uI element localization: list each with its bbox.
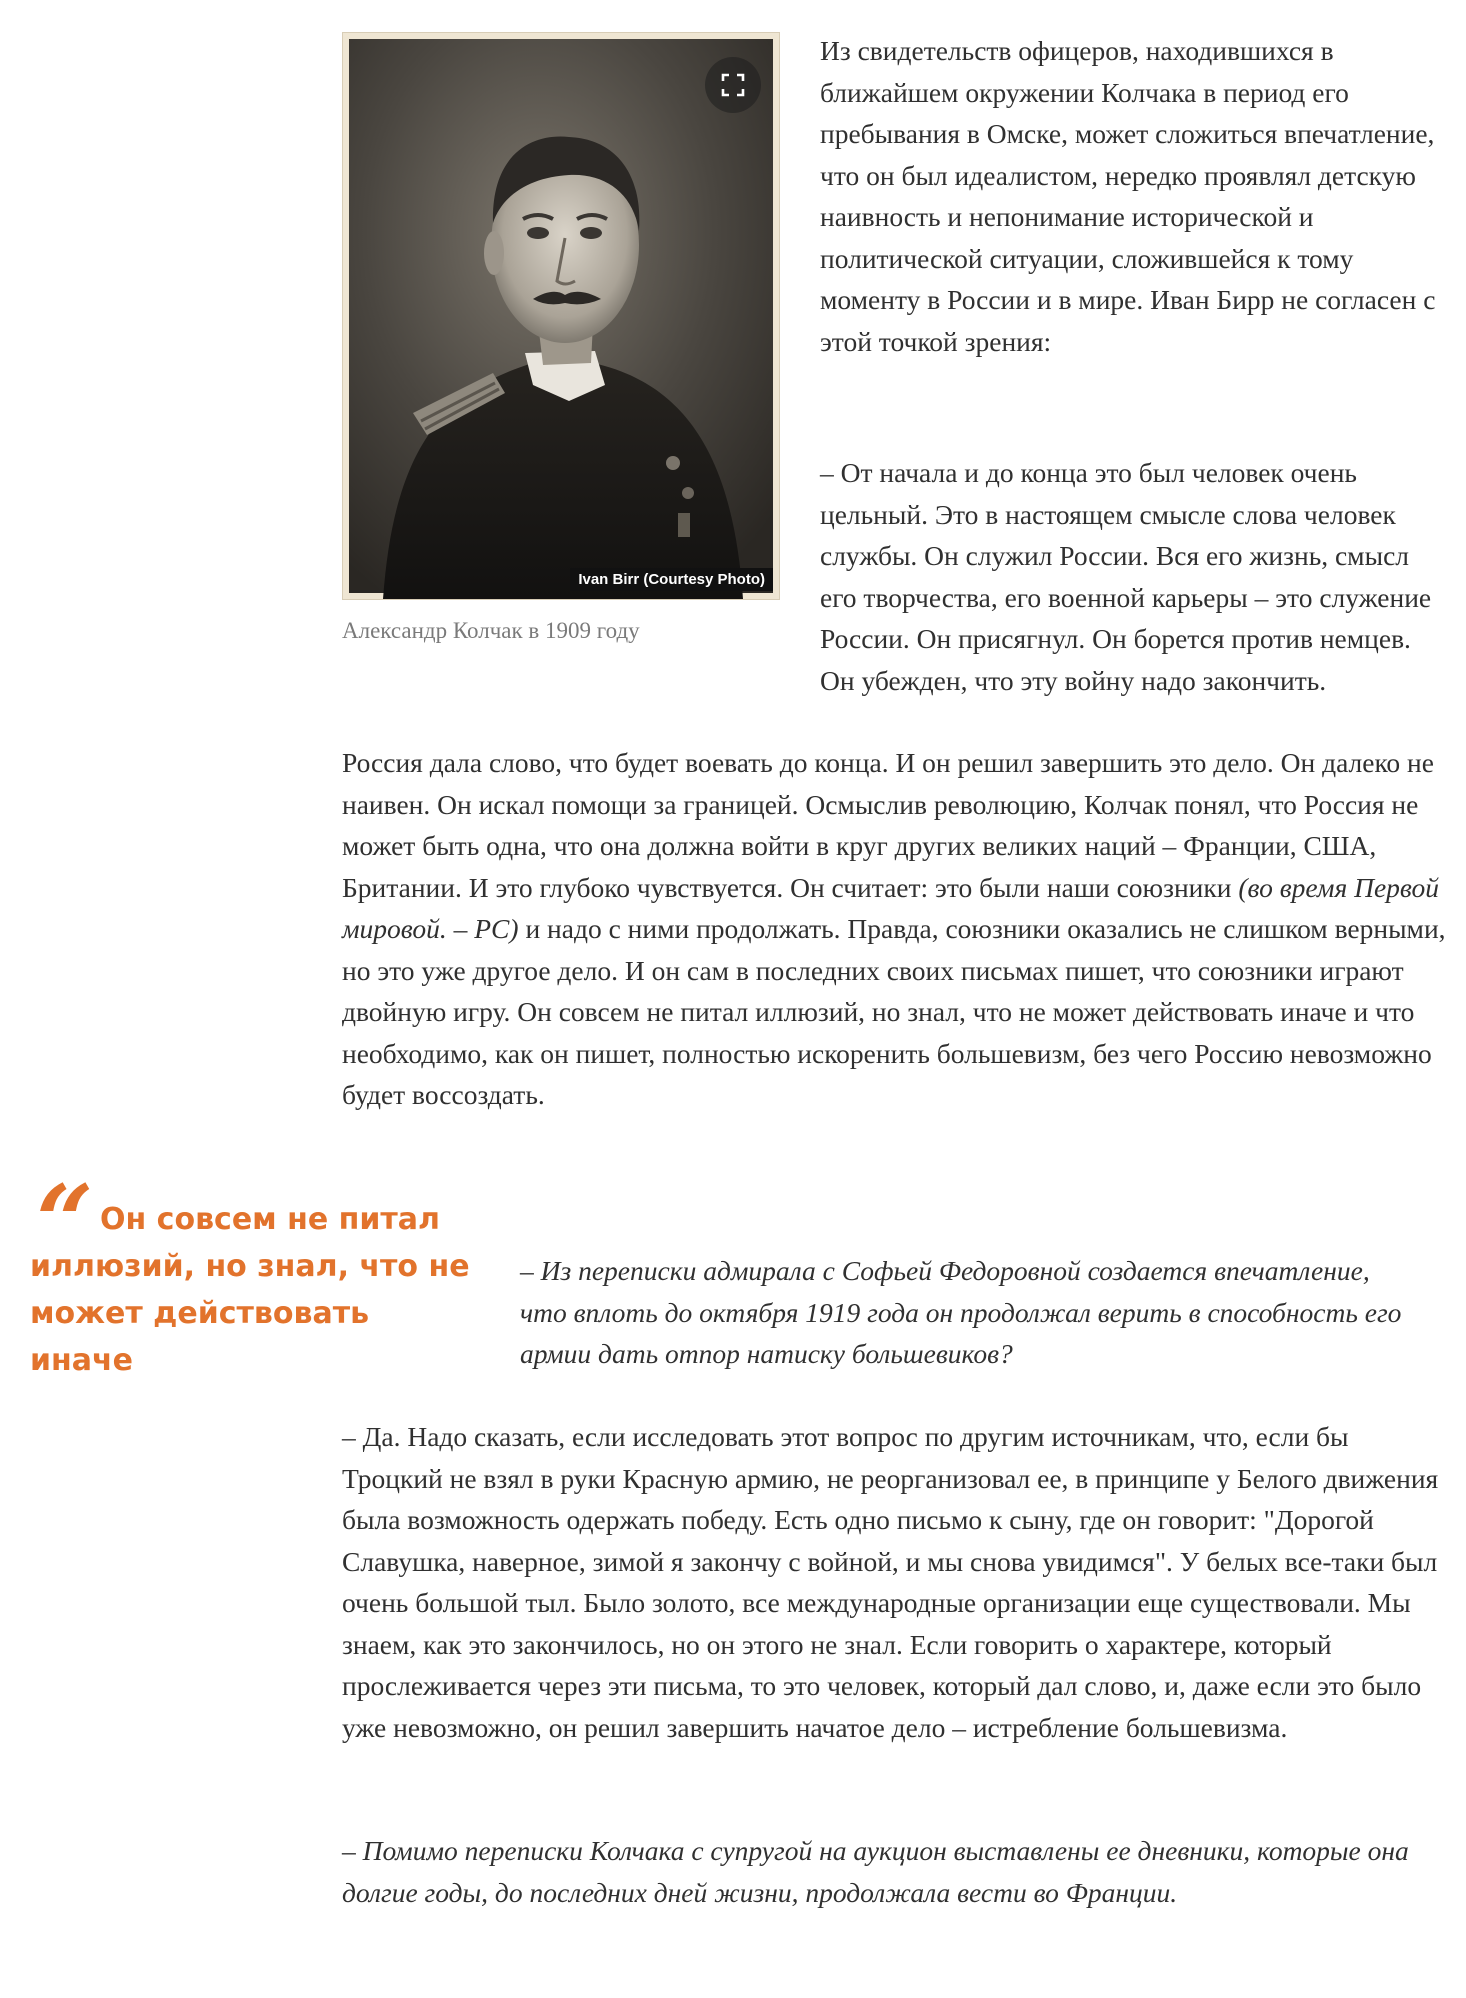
question-2: – Помимо переписки Колчака с супругой на аукцион выставлены ее дневники, которые она долгие годы, до последних дней жизни, продолжала вести во Франции. xyxy=(342,1835,1409,1908)
photo-credit: Ivan Birr (Courtesy Photo) xyxy=(570,568,773,591)
paragraph-2-editor-note: (во время Первой мировой. – РС) xyxy=(342,871,1440,944)
portrait-photo[interactable] xyxy=(342,32,780,600)
paragraph-3: – Да. Надо сказать, если исследовать этот вопрос по другим источникам, что, если бы Троцкий не взял в руки Красную армию, не реорганизовал ее, в принципе у Белого движения была возможность одержать победу. Есть одно письмо к сыну, где он говорит: "Дорогой Славушка, наверное, зимой я закончу с войной, и мы снова увидимся". У белых все-таки был очень большой тыл. Было золото, все международные организации еще существовали. Мы знаем, как это закончилось, но он этого не знал. Если говорить о характере, который прослеживается через эти письма, то это человек, который дал слово, и, даже если это было уже невозможно, он решил завершить начатое дело – истребление большевизма. xyxy=(342,1421,1439,1743)
question-1: – Из переписки адмирала с Софьей Федоровной создается впечатление, что вплоть до октября 1919 года он продолжал верить в способность его армии дать отпор натиску большевиков? xyxy=(520,1255,1402,1369)
paragraph-2-part-1: – От начала и до конца это был человек очень цельный. Это в настоящем смысле слова человек службы. Он служил России. Вся его жизнь, смысл его творчества, его военной карьеры – это служение России. Он присягнул. Он борется против немцев. Он убежден, что эту войну надо закончить. xyxy=(820,457,1432,696)
paragraph-2-text-a: Россия дала слово, что будет воевать до конца. И он решил завершить это дело. Он далеко не наивен. Он искал помощи за границей. Осмыслив революцию, Колчак понял, что Россия не может быть одна, что она должна войти в круг других великих наций – Франции, США, Британии. И это глубоко чувствуется. Он считает: это были наши союзники xyxy=(342,747,1434,903)
pull-quote xyxy=(30,1163,470,1384)
expand-button[interactable] xyxy=(705,57,761,113)
paragraph-2-text-b: и надо с ними продолжать. Правда, союзники оказались не слишком верными, но это уже другое дело. И он сам в последних своих письмах пишет, что союзники играют двойную игру. Он совсем не питал иллюзий, но знал, что не может действовать иначе и что необходимо, как он пишет, полностью искоренить большевизм, без чего Россию невозможно будет воссоздать. xyxy=(342,913,1446,1110)
article-figure xyxy=(342,32,780,646)
quote-mark-icon: “ xyxy=(36,1163,94,1281)
paragraph-1: Из свидетельств офицеров, находившихся в ближайшем окружении Колчака в период его пребывания в Омске, может сложиться впечатление, что он был идеалистом, нередко проявлял детскую наивность и непонимание исторической и политической ситуации, сложившейся к тому моменту в России и в мире. Иван Бирр не согласен с этой точкой зрения: xyxy=(820,35,1436,357)
expand-icon xyxy=(721,73,745,97)
pull-quote-text: Он совсем не питал иллюзий, но знал, что не может действовать иначе xyxy=(30,1202,470,1378)
portrait-image xyxy=(343,33,779,599)
photo-caption: Александр Колчак в 1909 году xyxy=(342,618,640,643)
paragraph-2-part-2 xyxy=(342,742,1446,1116)
